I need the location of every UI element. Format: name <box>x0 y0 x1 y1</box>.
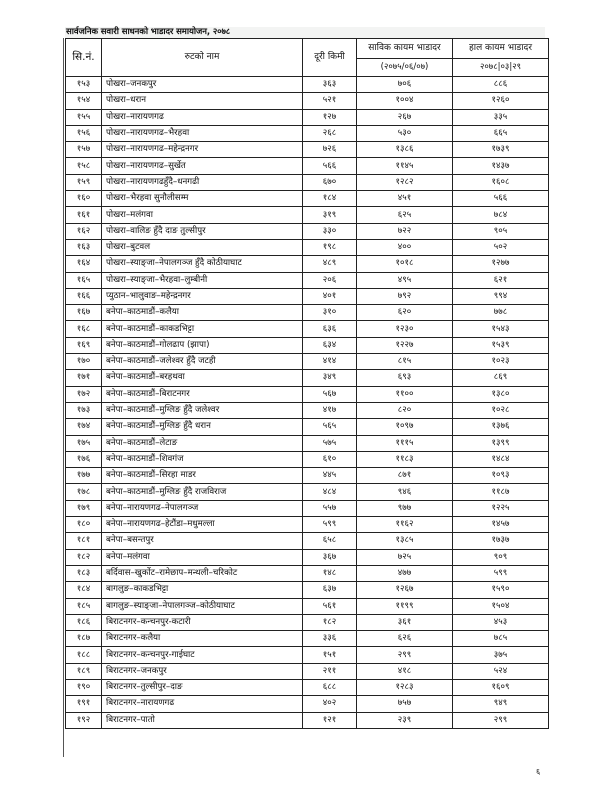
route-cell: बिराटनगर–नारायणगढ <box>102 696 303 712</box>
distance-cell: १८४ <box>303 191 357 207</box>
table-row <box>66 77 549 93</box>
serial-cell: १५९ <box>66 174 102 190</box>
table-row <box>66 370 549 386</box>
distance-cell: ३६३ <box>303 77 357 93</box>
table-row <box>66 386 549 402</box>
distance-cell: ५७५ <box>303 435 357 451</box>
new-fare-cell: १५४३ <box>453 321 549 337</box>
serial-cell: १८६ <box>66 614 102 630</box>
new-fare-cell: १३७६ <box>453 419 549 435</box>
route-cell: बनेपा–नारायणगढ–हेटौंडा–मधुमल्ला <box>102 517 303 533</box>
table-row <box>66 598 549 614</box>
serial-cell: १८८ <box>66 647 102 663</box>
serial-cell: १८१ <box>66 533 102 549</box>
serial-cell: १५७ <box>66 142 102 158</box>
old-fare-cell: १२६७ <box>357 582 453 598</box>
route-cell: बनेपा–काठमाडौं–मुग्लिङ हुँदै धरान <box>102 419 303 435</box>
route-cell: पोखरा–जनकपुर <box>102 77 303 93</box>
route-cell: पोखरा–बुटवल <box>102 239 303 255</box>
route-cell: बनेपा–नारायणगढ–नेपालगञ्ज <box>102 500 303 516</box>
table-row <box>66 484 549 500</box>
new-fare-cell: १२७७ <box>453 256 549 272</box>
table-row <box>66 223 549 239</box>
route-cell: बिराटनगर–कन्चनपुर-कटारी <box>102 614 303 630</box>
table-row <box>66 419 549 435</box>
distance-cell: ४१७ <box>303 402 357 418</box>
table-row <box>66 549 549 565</box>
route-cell: बनेपा–काठमाडौं–लेटाङ <box>102 435 303 451</box>
header-distance: दूरी किमी <box>303 39 357 77</box>
route-cell: बनेपा–काठमाडौं–बिराटनगर <box>102 386 303 402</box>
new-fare-cell: १७३७ <box>453 533 549 549</box>
route-cell: बनेपा–काठमाडौं–शिवगंज <box>102 451 303 467</box>
new-fare-cell: १६०९ <box>453 679 549 695</box>
old-fare-cell: १२८३ <box>357 679 453 695</box>
distance-cell: ६७० <box>303 174 357 190</box>
serial-cell: १८२ <box>66 549 102 565</box>
serial-cell: १५४ <box>66 93 102 109</box>
serial-cell: १६६ <box>66 288 102 304</box>
table-row <box>66 500 549 516</box>
old-fare-cell: ११६२ <box>357 517 453 533</box>
serial-cell: १७० <box>66 354 102 370</box>
new-fare-cell: २९९ <box>453 712 549 728</box>
serial-cell: १५३ <box>66 77 102 93</box>
serial-cell: १७२ <box>66 386 102 402</box>
distance-cell: १९८ <box>303 239 357 255</box>
old-fare-cell: ७५७ <box>357 696 453 712</box>
serial-cell: १६७ <box>66 305 102 321</box>
new-fare-cell: ८८६ <box>453 77 549 93</box>
distance-cell: २६८ <box>303 125 357 141</box>
new-fare-cell: ३३५ <box>453 109 549 125</box>
route-cell: पोखरा–स्याङ्जा–नेपालगञ्ज हुँदै कोठीयाघाट <box>102 256 303 272</box>
table-row <box>66 239 549 255</box>
old-fare-cell: ३६१ <box>357 614 453 630</box>
header-new-fare: हाल कायम भाडादर <box>453 39 549 59</box>
table-row <box>66 631 549 647</box>
new-fare-cell: १०९३ <box>453 468 549 484</box>
table-row <box>66 565 549 581</box>
table-row <box>66 207 549 223</box>
distance-cell: ६५८ <box>303 533 357 549</box>
new-fare-cell: ७८५ <box>453 631 549 647</box>
old-fare-cell: १३८६ <box>357 142 453 158</box>
new-fare-cell: १३९९ <box>453 435 549 451</box>
serial-cell: १७९ <box>66 500 102 516</box>
distance-cell: ५२१ <box>303 93 357 109</box>
route-cell: पोखरा–नारायणगढ <box>102 109 303 125</box>
serial-cell: १८७ <box>66 631 102 647</box>
serial-cell: १६८ <box>66 321 102 337</box>
old-fare-cell: ७९२ <box>357 288 453 304</box>
header-old-fare: साविक कायम भाडादर <box>357 39 453 59</box>
serial-cell: १६३ <box>66 239 102 255</box>
new-fare-cell: १४५७ <box>453 517 549 533</box>
distance-cell: ५६६ <box>303 158 357 174</box>
fare-table <box>65 38 549 729</box>
serial-cell: १७१ <box>66 370 102 386</box>
route-cell: बनेपा–काठमाडौं–कलैया <box>102 305 303 321</box>
old-fare-cell: १२३० <box>357 321 453 337</box>
route-cell: पोखरा–भैरहवा सुनौलीसम्म <box>102 191 303 207</box>
route-cell: पोखरा–स्याङ्जा–भैरहवा–लुम्बीनी <box>102 272 303 288</box>
new-fare-cell: ५०२ <box>453 239 549 255</box>
new-fare-cell: ७८४ <box>453 207 549 223</box>
distance-cell: ३३० <box>303 223 357 239</box>
route-cell: बागलुङ–स्याङ्जा–नेपालगञ्ज–कोठीयाघाट <box>102 598 303 614</box>
table-row <box>66 533 549 549</box>
serial-cell: १६१ <box>66 207 102 223</box>
route-cell: पोखरा–नारायणगढहुँदै–धनगढी <box>102 174 303 190</box>
new-fare-cell: १६०८ <box>453 174 549 190</box>
table-row <box>66 191 549 207</box>
distance-cell: ६३४ <box>303 337 357 353</box>
new-fare-cell: १२२५ <box>453 500 549 516</box>
table-row <box>66 517 549 533</box>
old-fare-cell: २३९ <box>357 712 453 728</box>
serial-cell: १९० <box>66 679 102 695</box>
table-row <box>66 712 549 728</box>
new-fare-cell: १५९० <box>453 582 549 598</box>
new-fare-cell: १५३९ <box>453 337 549 353</box>
header-new-fare-date: २०७८|०३|२९ <box>453 59 549 77</box>
new-fare-cell: ३७५ <box>453 647 549 663</box>
route-cell: बनेपा–काठमाडौं–मुग्लिङ हुँदै राजविराज <box>102 484 303 500</box>
distance-cell: २११ <box>303 663 357 679</box>
distance-cell: ६३७ <box>303 582 357 598</box>
new-fare-cell: ९०५ <box>453 223 549 239</box>
table-row <box>66 288 549 304</box>
new-fare-cell: ६२१ <box>453 272 549 288</box>
old-fare-cell: १०१८ <box>357 256 453 272</box>
table-row <box>66 354 549 370</box>
table-row <box>66 305 549 321</box>
new-fare-cell: १२६० <box>453 93 549 109</box>
distance-cell: ५५७ <box>303 500 357 516</box>
new-fare-cell: ५६६ <box>453 191 549 207</box>
route-cell: पोखरा–नारायणगढ–भैरहवा <box>102 125 303 141</box>
route-cell: बिराटनगर–जनकपुर <box>102 663 303 679</box>
new-fare-cell: ७७८ <box>453 305 549 321</box>
page-number: ६ <box>536 767 541 776</box>
distance-cell: ३४९ <box>303 370 357 386</box>
route-cell: बनेपा–काठमाडौं–जलेश्वर हुँदै जटही <box>102 354 303 370</box>
distance-cell: ६१० <box>303 451 357 467</box>
table-row <box>66 158 549 174</box>
route-cell: प्युठान–भालुवाङ–महेन्द्रनगर <box>102 288 303 304</box>
distance-cell: ४०१ <box>303 288 357 304</box>
old-fare-cell: ६२६ <box>357 631 453 647</box>
serial-cell: १९२ <box>66 712 102 728</box>
old-fare-cell: ४५१ <box>357 191 453 207</box>
table-row <box>66 125 549 141</box>
serial-cell: १७५ <box>66 435 102 451</box>
distance-cell: ४८४ <box>303 484 357 500</box>
distance-cell: ४४५ <box>303 468 357 484</box>
distance-cell: ३१९ <box>303 207 357 223</box>
distance-cell: ३३६ <box>303 631 357 647</box>
new-fare-cell: ९४९ <box>453 696 549 712</box>
route-cell: पोखरा–मलंगवा <box>102 207 303 223</box>
serial-cell: १९१ <box>66 696 102 712</box>
table-row <box>66 109 549 125</box>
serial-cell: १८५ <box>66 598 102 614</box>
table-row <box>66 93 549 109</box>
table-row <box>66 337 549 353</box>
serial-cell: १७३ <box>66 402 102 418</box>
distance-cell: ४१४ <box>303 354 357 370</box>
route-cell: बनेपा–बसन्तपुर <box>102 533 303 549</box>
new-fare-cell: १५०४ <box>453 598 549 614</box>
serial-cell: १६९ <box>66 337 102 353</box>
old-fare-cell: ८२० <box>357 402 453 418</box>
old-fare-cell: ७०६ <box>357 77 453 93</box>
route-cell: पोखरा–धरान <box>102 93 303 109</box>
table-row <box>66 614 549 630</box>
table-row <box>66 402 549 418</box>
serial-cell: १८३ <box>66 565 102 581</box>
route-cell: बनेपा–मलंगवा <box>102 549 303 565</box>
table-row <box>66 142 549 158</box>
distance-cell: ५६१ <box>303 598 357 614</box>
table-row <box>66 321 549 337</box>
old-fare-cell: ६९३ <box>357 370 453 386</box>
header-route: रुटको नाम <box>102 39 303 77</box>
old-fare-cell: ७२५ <box>357 549 453 565</box>
new-fare-cell: ११८७ <box>453 484 549 500</box>
route-cell: बागलुङ–काकडभिट्टा <box>102 582 303 598</box>
distance-cell: ७२६ <box>303 142 357 158</box>
route-cell: बर्दिवास–खुर्कोट–रामेछाप–मन्थली–चरिकोट <box>102 565 303 581</box>
distance-cell: ५६७ <box>303 386 357 402</box>
old-fare-cell: ७२२ <box>357 223 453 239</box>
route-cell: पोखरा–वालिङ हुँदै दाङ तुल्सीपुर <box>102 223 303 239</box>
distance-cell: ६३६ <box>303 321 357 337</box>
route-cell: बिराटनगर–कन्चनपुर-गाईघाट <box>102 647 303 663</box>
new-fare-cell: ५२४ <box>453 663 549 679</box>
serial-cell: १६० <box>66 191 102 207</box>
old-fare-cell: ८१५ <box>357 354 453 370</box>
table-row <box>66 272 549 288</box>
serial-cell: १७७ <box>66 468 102 484</box>
route-cell: पोखरा–नारायणगढ–सुर्खेत <box>102 158 303 174</box>
table-row <box>66 468 549 484</box>
new-fare-cell: ६६५ <box>453 125 549 141</box>
table-row <box>66 174 549 190</box>
route-cell: बिराटनगर–तुल्सीपुर–दाङ <box>102 679 303 695</box>
old-fare-cell: १२८२ <box>357 174 453 190</box>
old-fare-cell: ९७७ <box>357 500 453 516</box>
old-fare-cell: ४९५ <box>357 272 453 288</box>
old-fare-cell: ११४५ <box>357 158 453 174</box>
serial-cell: १६४ <box>66 256 102 272</box>
header-old-fare-date: (२०७५/०६/०७) <box>357 59 453 77</box>
distance-cell: ४०२ <box>303 696 357 712</box>
route-cell: पोखरा–नारायणगढ–महेन्द्रनगर <box>102 142 303 158</box>
old-fare-cell: १०९७ <box>357 419 453 435</box>
distance-cell: ३६७ <box>303 549 357 565</box>
new-fare-cell: १३८० <box>453 386 549 402</box>
new-fare-cell: १०२३ <box>453 354 549 370</box>
header-serial: सि.नं. <box>66 39 102 77</box>
serial-cell: १८९ <box>66 663 102 679</box>
serial-cell: १६२ <box>66 223 102 239</box>
distance-cell: २०६ <box>303 272 357 288</box>
new-fare-cell: १४३७ <box>453 158 549 174</box>
new-fare-cell: १७३९ <box>453 142 549 158</box>
serial-cell: १५६ <box>66 125 102 141</box>
old-fare-cell: ९४६ <box>357 484 453 500</box>
old-fare-cell: ४७७ <box>357 565 453 581</box>
serial-cell: १८४ <box>66 582 102 598</box>
distance-cell: १८२ <box>303 614 357 630</box>
old-fare-cell: ११०० <box>357 386 453 402</box>
distance-cell: १४८ <box>303 565 357 581</box>
old-fare-cell: ११९९ <box>357 598 453 614</box>
route-cell: बनेपा–काठमाडौं–गोलढाप (झापा) <box>102 337 303 353</box>
table-row <box>66 435 549 451</box>
new-fare-cell: ९०९ <box>453 549 549 565</box>
route-cell: बनेपा–काठमाडौं–सिरहा माडर <box>102 468 303 484</box>
new-fare-cell: १०२८ <box>453 402 549 418</box>
route-cell: बनेपा–काठमाडौं–काकडभिट्टा <box>102 321 303 337</box>
old-fare-cell: ५३० <box>357 125 453 141</box>
distance-cell: ४८९ <box>303 256 357 272</box>
table-row <box>66 647 549 663</box>
old-fare-cell: ६२५ <box>357 207 453 223</box>
old-fare-cell: ४०० <box>357 239 453 255</box>
left-margin-rule <box>63 38 64 757</box>
route-cell: बिराटनगर–पातो <box>102 712 303 728</box>
old-fare-cell: ४१८ <box>357 663 453 679</box>
new-fare-cell: १४८४ <box>453 451 549 467</box>
serial-cell: १७४ <box>66 419 102 435</box>
route-cell: बनेपा–काठमाडौं–मुग्लिङ हुँदै जलेश्वर <box>102 402 303 418</box>
old-fare-cell: १२२७ <box>357 337 453 353</box>
table-row <box>66 256 549 272</box>
route-cell: बिराटनगर–कलैया <box>102 631 303 647</box>
serial-cell: १७६ <box>66 451 102 467</box>
distance-cell: ५६५ <box>303 419 357 435</box>
table-row <box>66 696 549 712</box>
old-fare-cell: ८७१ <box>357 468 453 484</box>
distance-cell: ३१० <box>303 305 357 321</box>
old-fare-cell: ६२० <box>357 305 453 321</box>
old-fare-cell: १३८५ <box>357 533 453 549</box>
new-fare-cell: ९९४ <box>453 288 549 304</box>
new-fare-cell: ८६९ <box>453 370 549 386</box>
distance-cell: १५१ <box>303 647 357 663</box>
old-fare-cell: २६७ <box>357 109 453 125</box>
table-row <box>66 451 549 467</box>
document-title: सार्वजनिक सवारी साधनको भाडादर समायोजन, २०७८ <box>66 27 231 37</box>
distance-cell: ५९९ <box>303 517 357 533</box>
old-fare-cell: १११५ <box>357 435 453 451</box>
distance-cell: ६८८ <box>303 679 357 695</box>
old-fare-cell: २९९ <box>357 647 453 663</box>
serial-cell: १७८ <box>66 484 102 500</box>
table-row <box>66 582 549 598</box>
serial-cell: १८० <box>66 517 102 533</box>
distance-cell: १२७ <box>303 109 357 125</box>
new-fare-cell: ५९९ <box>453 565 549 581</box>
table-row <box>66 663 549 679</box>
serial-cell: १५८ <box>66 158 102 174</box>
old-fare-cell: १००४ <box>357 93 453 109</box>
route-cell: बनेपा–काठमाडौं–बरहथवा <box>102 370 303 386</box>
serial-cell: १६५ <box>66 272 102 288</box>
serial-cell: १५५ <box>66 109 102 125</box>
distance-cell: १२१ <box>303 712 357 728</box>
new-fare-cell: ४५३ <box>453 614 549 630</box>
old-fare-cell: ११८३ <box>357 451 453 467</box>
table-row <box>66 679 549 695</box>
